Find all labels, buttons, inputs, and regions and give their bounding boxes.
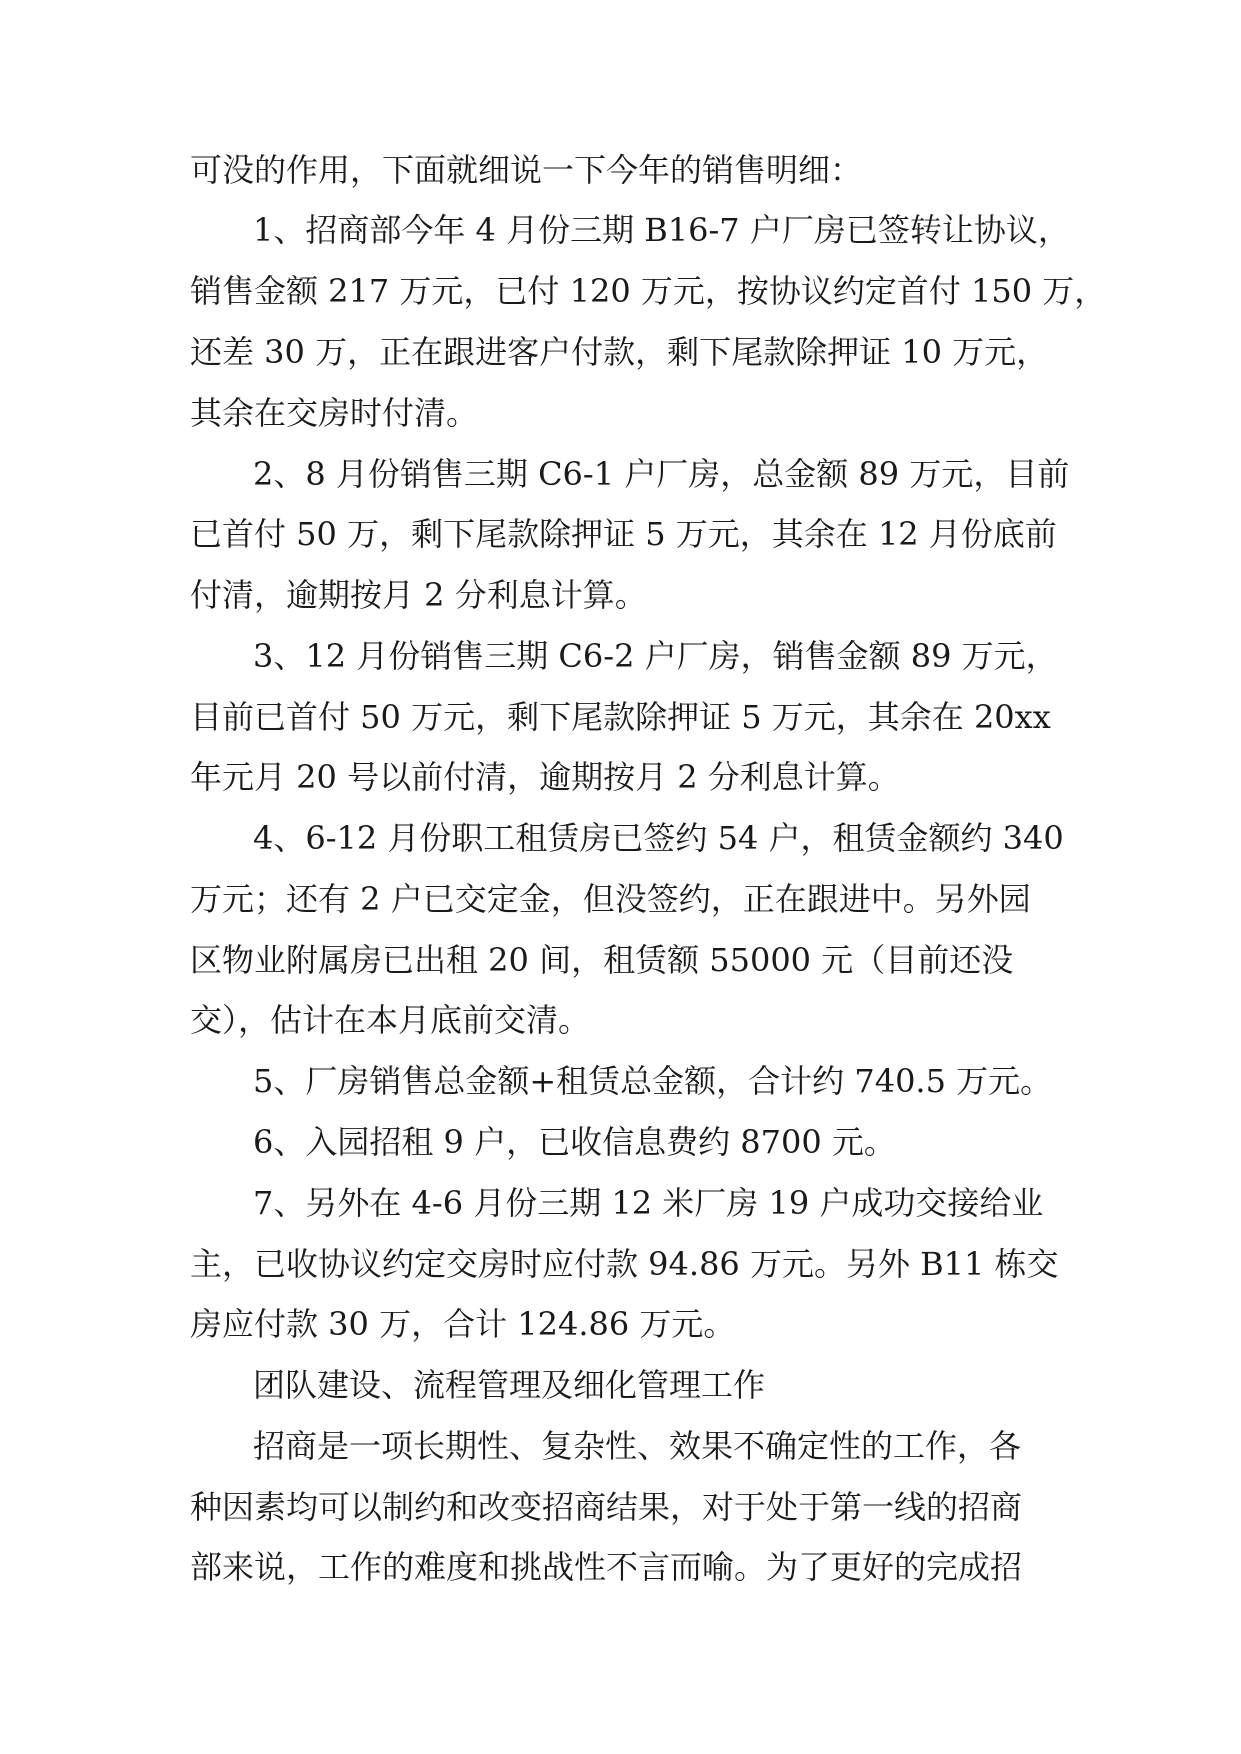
text-line: 区物业附属房已出租 20 间，租赁额 55000 元（目前还没	[190, 941, 1014, 979]
text-line: 还差 30 万，正在跟进客户付款，剩下尾款除押证 10 万元，	[190, 333, 1049, 371]
text-line: 万元；还有 2 户已交定金，但没签约，正在跟进中。另外园	[190, 880, 1031, 918]
text-line: 种因素均可以制约和改变招商结果，对于处于第一线的招商	[190, 1488, 1023, 1526]
text-line: 招商是一项长期性、复杂性、效果不确定性的工作，各	[253, 1427, 1022, 1465]
text-line: 销售金额 217 万元，已付 120 万元，按协议约定首付 150 万，	[190, 272, 1107, 310]
section-heading: 团队建设、流程管理及细化管理工作	[253, 1366, 766, 1404]
text-line: 目前已首付 50 万元，剩下尾款除押证 5 万元，其余在 20xx	[190, 698, 1051, 736]
text-line: 5、厂房销售总金额+租赁总金额，合计约 740.5 万元。	[253, 1062, 1053, 1100]
text-line: 1、招商部今年 4 月份三期 B16-7 户厂房已签转让协议，	[253, 211, 1070, 249]
text-line: 付清，逾期按月 2 分利息计算。	[190, 576, 647, 614]
text-line: 主，已收协议约定交房时应付款 94.86 万元。另外 B11 栋交	[190, 1245, 1059, 1283]
text-line: 已首付 50 万，剩下尾款除押证 5 万元，其余在 12 月份底前	[190, 515, 1057, 553]
text-line: 房应付款 30 万，合计 124.86 万元。	[190, 1305, 736, 1343]
text-line: 年元月 20 号以前付清，逾期按月 2 分利息计算。	[190, 758, 900, 796]
text-line: 可没的作用，下面就细说一下今年的销售明细：	[190, 151, 863, 189]
text-line: 3、12 月份销售三期 C6-2 户厂房，销售金额 89 万元，	[253, 637, 1058, 675]
text-line: 6、入园招租 9 户，已收信息费约 8700 元。	[253, 1123, 896, 1161]
text-line: 其余在交房时付清。	[190, 394, 479, 432]
text-line: 部来说，工作的难度和挑战性不言而喻。为了更好的完成招	[190, 1548, 1023, 1586]
text-line: 4、6-12 月份职工租赁房已签约 54 户，租赁金额约 340	[253, 819, 1064, 857]
text-line: 7、另外在 4-6 月份三期 12 米厂房 19 户成功交接给业	[253, 1184, 1044, 1222]
text-line: 2、8 月份销售三期 C6-1 户厂房，总金额 89 万元，目前	[253, 455, 1070, 493]
text-line: 交），估计在本月底前交清。	[190, 1001, 591, 1039]
